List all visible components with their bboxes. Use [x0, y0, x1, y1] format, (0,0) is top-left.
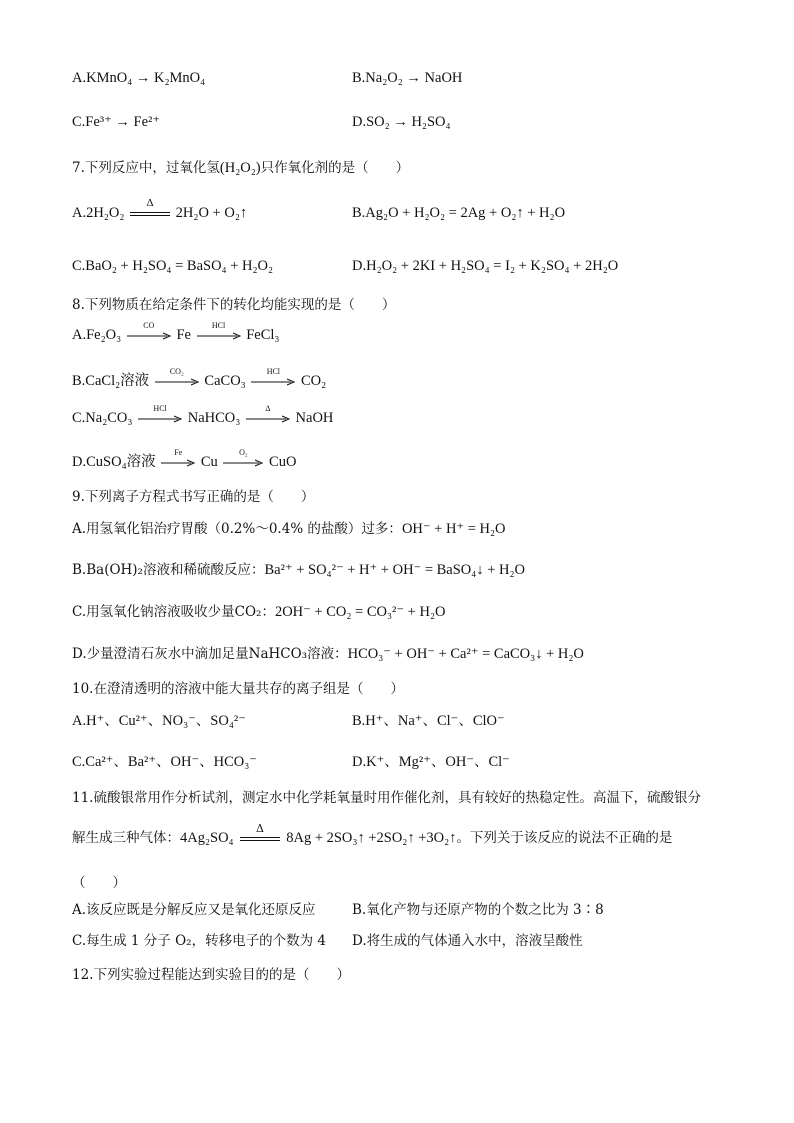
option-label: C. [72, 754, 86, 770]
option-label: A. [72, 70, 87, 86]
option-label: C. [72, 114, 86, 130]
heat-condition-arrow [130, 196, 170, 221]
q10-option-b [352, 709, 505, 730]
option-label: A. [72, 205, 87, 221]
option-text: Ag₂O + H₂O₂ = 2Ag + O₂↑ + H₂O [365, 205, 566, 221]
substance: CO₂ [300, 373, 327, 389]
option-text: Ca²⁺、Ba²⁺、OH⁻、HCO₃⁻ [85, 754, 257, 770]
reaction-arrow [197, 320, 241, 340]
option-label: C. [72, 258, 86, 274]
option-text: 用氢氧化钠溶液吸收少量CO₂： [86, 604, 275, 620]
reaction-arrow [155, 366, 199, 386]
substance: Fe [176, 327, 191, 343]
arrow-condition: HCl [153, 403, 167, 413]
heat-symbol: Δ [146, 196, 154, 209]
q8-option-d [72, 447, 297, 471]
q9-option-c [72, 600, 445, 621]
reaction-arrow [223, 447, 263, 467]
option-label: B. [72, 562, 87, 578]
q6-option-b [352, 70, 462, 87]
option-text: BaO₂ + H₂SO₄ = BaSO₄ + H₂O₂ [85, 258, 274, 274]
option-label: B. [352, 70, 366, 86]
substance: Fe₂O₃ [86, 327, 122, 343]
option-text: K⁺、Mg²⁺、OH⁻、Cl⁻ [366, 754, 510, 770]
option-label: B. [72, 373, 86, 389]
option-label: C. [72, 604, 87, 620]
q8-stem: 8.下列物质在给定条件下的转化均能实现的是（ ） [72, 297, 396, 313]
option-text: KMnO₄ → K₂MnO₄ [86, 70, 206, 86]
option-text: Ba(OH)₂溶液和稀硫酸反应： [86, 562, 265, 578]
q6-option-a [72, 70, 205, 87]
q7-stem-formula: (H₂O₂) [219, 160, 261, 176]
option-text: Fe³⁺ → Fe²⁺ [85, 114, 161, 130]
arrow-condition: Fe [174, 447, 183, 457]
option-label: A. [72, 713, 87, 729]
heat-condition-arrow [240, 821, 280, 846]
option-label: D. [72, 454, 87, 470]
q6-option-d [352, 114, 451, 131]
reaction-arrow [138, 403, 182, 423]
q11-stem-line1: 11.硫酸银常用作分析试剂，测定水中化学耗氧量时用作催化剂，具有较好的热稳定性。高温下，硫酸银分 [72, 790, 701, 806]
option-label: C. [72, 410, 86, 426]
arrow-condition: HCl [211, 320, 226, 330]
ionic-equation: 2OH⁻ + CO₂ = CO₃²⁻ + H₂O [274, 604, 446, 620]
option-text: 氧化产物与还原产物的个数之比为 3∶8 [366, 902, 604, 918]
q11-stem-line3: （ ） [72, 875, 126, 891]
q8-option-c [72, 403, 334, 427]
equation-right: 2H₂O + O₂↑ [175, 205, 248, 221]
q8-option-b [72, 366, 327, 390]
ionic-equation: OH⁻ + H⁺ = H₂O [401, 521, 506, 537]
q10-option-a [72, 709, 246, 730]
option-label: A. [72, 327, 87, 343]
equation-right: 8Ag + 2SO₃↑ +2SO₂↑ +3O₂↑ [286, 830, 457, 846]
substance: CuSO₄溶液 [86, 454, 156, 470]
q7-stem [72, 156, 409, 177]
q9-option-d [72, 642, 584, 663]
q10-option-c [72, 750, 257, 771]
q7-stem-pre: 7.下列反应中，过氧化氢 [72, 160, 220, 176]
q8-option-a [72, 320, 280, 344]
arrow-condition: CO₂ [169, 366, 184, 376]
q11-stem-line2 [72, 821, 673, 847]
option-text: H⁺、Na⁺、Cl⁻、ClO⁻ [365, 713, 505, 729]
q11-option-d [352, 929, 583, 949]
option-label: B. [352, 205, 366, 221]
substance: NaOH [295, 410, 334, 426]
option-label: B. [352, 713, 366, 729]
q7-stem-post: 只作氧化剂的是（ ） [260, 160, 410, 176]
substance: CaCl₂溶液 [85, 373, 150, 389]
option-label: A. [72, 902, 87, 918]
option-label: C. [72, 933, 87, 949]
option-text: 少量澄清石灰水中滴加足量NaHCO₃溶液： [86, 646, 348, 662]
q12-stem: 12.下列实验过程能达到实验目的的是（ ） [72, 967, 350, 983]
option-label: D. [352, 114, 367, 130]
q11-stem-pre: 解生成三种气体： [72, 830, 180, 846]
arrow-condition: O₂ [239, 447, 248, 457]
arrow-condition: HCl [266, 366, 281, 376]
option-text: 该反应既是分解反应又是氧化还原反应 [86, 902, 316, 918]
option-text: SO₂ → H₂SO₄ [366, 114, 451, 130]
option-text: 每生成 1 分子 O₂，转移电子的个数为 4 [86, 933, 326, 949]
option-label: D. [352, 754, 367, 770]
q9-stem: 9.下列离子方程式书写正确的是（ ） [72, 489, 315, 505]
q7-option-b [352, 205, 565, 222]
q10-option-d [352, 750, 510, 771]
substance: FeCl₃ [246, 327, 280, 343]
arrow-condition: Δ [265, 403, 271, 413]
reaction-arrow [246, 403, 290, 423]
q11-stem-post: 。下列关于该反应的说法不正确的是 [456, 830, 673, 846]
arrow-condition: CO [143, 320, 155, 330]
q9-option-a [72, 517, 506, 538]
q7-option-d [352, 258, 618, 275]
option-label: D. [352, 258, 367, 274]
substance: CuO [269, 454, 297, 470]
q7-option-c [72, 258, 273, 275]
reaction-arrow [251, 366, 295, 386]
option-text: 将生成的气体通入水中，溶液呈酸性 [366, 933, 583, 949]
heat-symbol: Δ [255, 821, 264, 835]
option-text: 用氢氧化铝治疗胃酸（0.2%～0.4% 的盐酸）过多： [86, 521, 402, 537]
option-label: A. [72, 521, 87, 537]
reaction-arrow [127, 320, 171, 340]
option-text: H₂O₂ + 2KI + H₂SO₄ = I₂ + K₂SO₄ + 2H₂O [366, 258, 619, 274]
option-label: D. [72, 646, 87, 662]
option-text: H⁺、Cu²⁺、NO₃⁻、SO₄²⁻ [86, 713, 246, 729]
substance: Na₂CO₃ [85, 410, 133, 426]
option-label: B. [352, 902, 367, 918]
q11-option-b [352, 898, 604, 918]
q11-option-a [72, 898, 316, 918]
q9-option-b [72, 558, 525, 579]
q6-option-c [72, 114, 160, 131]
reaction-arrow [161, 447, 195, 467]
option-label: D. [352, 933, 367, 949]
substance: NaHCO₃ [187, 410, 241, 426]
option-text: Na₂O₂ → NaOH [365, 70, 463, 86]
q7-option-a [72, 196, 248, 222]
substance: CaCO₃ [204, 373, 246, 389]
equation-left: 4Ag₂SO₄ [180, 830, 234, 846]
q11-option-c [72, 929, 326, 949]
ionic-equation: HCO₃⁻ + OH⁻ + Ca²⁺ = CaCO₃↓ + H₂O [347, 646, 584, 662]
ionic-equation: Ba²⁺ + SO₄²⁻ + H⁺ + OH⁻ = BaSO₄↓ + H₂O [264, 562, 525, 578]
equation-left: 2H₂O₂ [86, 205, 125, 221]
q10-stem: 10.在澄清透明的溶液中能大量共存的离子组是（ ） [72, 681, 404, 697]
substance: Cu [200, 454, 218, 470]
